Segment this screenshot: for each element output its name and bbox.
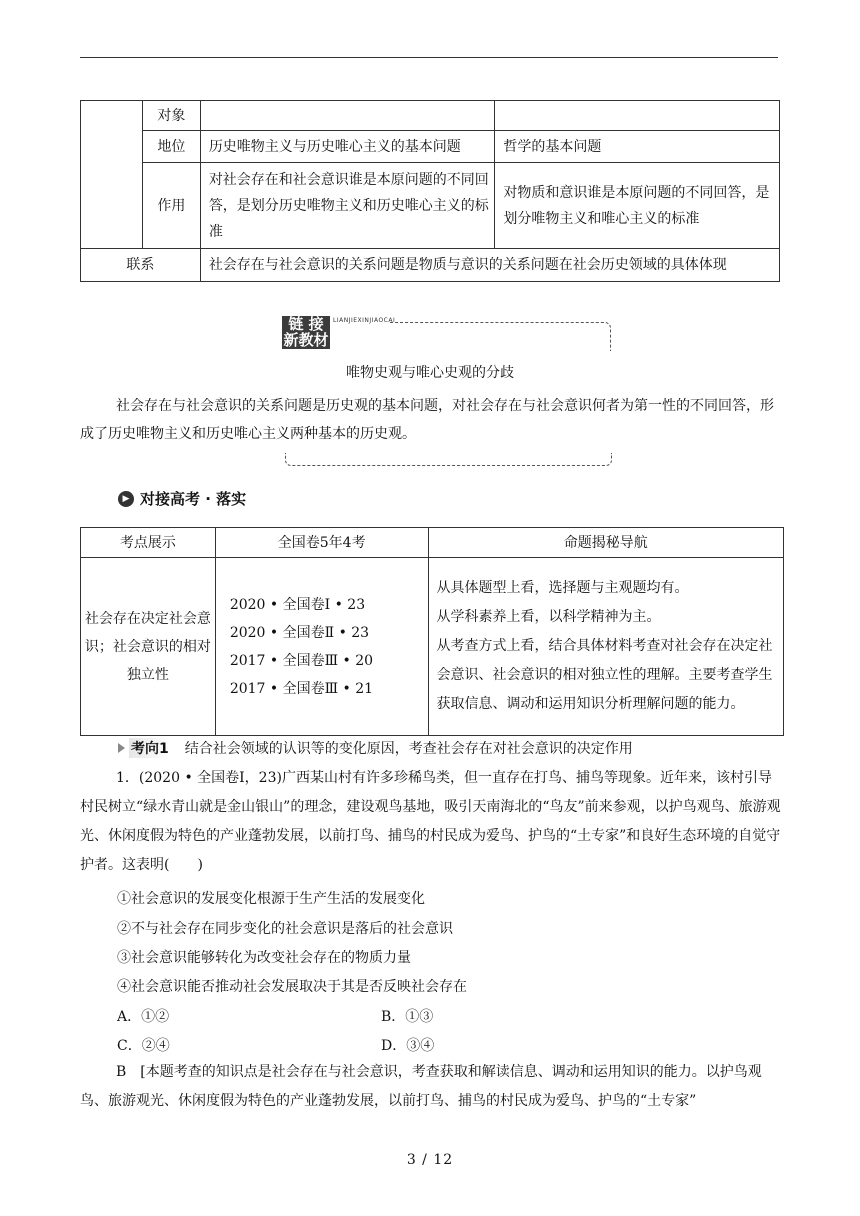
navigation-cell	[428, 558, 783, 736]
exam-table	[80, 527, 784, 736]
kaoxiang-tag: 考向1	[129, 738, 169, 758]
exam-item: 2017 • 全国卷Ⅲ • 20	[229, 652, 374, 669]
navigation-item: 从具体题型上看，选择题与主观题均有。	[436, 580, 689, 596]
dashed-frame-top	[390, 322, 611, 351]
exam-item: 2017 • 全国卷Ⅲ • 21	[229, 680, 374, 697]
header-rule	[80, 57, 778, 58]
header-exams: 全国卷5年4考	[215, 528, 428, 558]
play-icon: ▶	[118, 491, 134, 507]
section-title: 对接高考 · 落实	[140, 490, 247, 508]
row-link-label: 联系	[81, 249, 201, 282]
row-object-right	[495, 101, 780, 131]
link-body: 社会存在与社会意识的关系问题是历史观的基本问题，对社会存在与社会意识何者为第一性的不同回答，形成了历史唯物主义和历史唯心主义两种基本的历史观。	[80, 398, 774, 442]
comparison-table	[80, 100, 780, 282]
link-title: 唯物史观与唯心史观的分歧	[346, 365, 514, 381]
badge-line1: 链 接	[288, 315, 324, 333]
row-function-label: 作用	[142, 163, 200, 249]
header-navigation: 命题揭秘导航	[428, 528, 783, 558]
statement-item: ①社会意识的发展变化根源于生产生活的发展变化	[117, 891, 425, 907]
badge-line2: 新教材	[283, 331, 329, 349]
row-status-label: 地位	[142, 131, 200, 163]
kaoxiang-heading	[118, 738, 633, 758]
row-link-text: 社会存在与社会意识的关系问题是物质与意识的关系问题在社会历史领域的具体体现	[200, 249, 779, 282]
exams-cell	[215, 558, 428, 736]
badge-pinyin: LIANJIEXINJIAOCAI	[333, 317, 396, 324]
exam-item: 2020 • 全国卷Ⅱ • 23	[229, 624, 370, 641]
row-function-right: 对物质和意识谁是本原问题的不同回答，是划分唯物主义和唯心主义的标准	[495, 163, 780, 249]
row-function-left: 对社会存在和社会意识谁是本原问题的不同回答，是划分历史唯物主义和历史唯心主义的标准	[200, 163, 495, 249]
dashed-frame-bottom	[285, 453, 612, 466]
statement-item: ④社会意识能否推动社会发展取决于其是否反映社会存在	[117, 979, 467, 995]
option-c: C．②④	[117, 1038, 170, 1054]
row-status-right: 哲学的基本问题	[495, 131, 780, 163]
row-object-label: 对象	[142, 101, 200, 131]
question-stem: 1．(2020 • 全国卷Ⅰ，23)广西某山村有许多珍稀鸟类，但一直存在打鸟、捕鸟等现象。近年来，该村引导村民树立“绿水青山就是金山银山”的理念，建设观鸟基地，吸引天南海北的“鸟友”前来参观，以护鸟观鸟、旅游观光、休闲度假为特色的产业蓬勃发展，以前打鸟、捕鸟的村民成为爱鸟、护鸟的“土专家”和良好生态环境的自觉守护者。这表明( )	[80, 770, 781, 873]
statement-item: ②不与社会存在同步变化的社会意识是落后的社会意识	[117, 921, 453, 937]
answer-explanation: B [本题考查的知识点是社会存在与社会意识，考查获取和解读信息、调动和运用知识的能力。以护鸟观鸟、旅游观光、休闲度假为特色的产业蓬勃发展，以前打鸟、捕鸟的村民成为爱鸟、护鸟的“土专家”	[80, 1064, 762, 1109]
statement-item: ③社会意识能够转化为改变社会存在的物质力量	[117, 950, 411, 966]
blank-cell	[81, 101, 143, 249]
exam-item: 2020 • 全国卷Ⅰ • 23	[229, 596, 366, 613]
triangle-icon	[118, 743, 125, 753]
link-new-textbook-badge	[282, 316, 330, 349]
navigation-item: 从学科素养上看，以科学精神为主。	[436, 609, 661, 625]
kaoxiang-text: 结合社会领域的认识等的变化原因，考查社会存在对社会意识的决定作用	[184, 741, 633, 757]
section-heading	[118, 488, 246, 509]
option-d: D．③④	[381, 1038, 435, 1054]
topic-cell: 社会存在决定社会意识；社会意识的相对独立性	[81, 558, 216, 736]
option-b: B．①③	[381, 1009, 434, 1025]
option-a: A．①②	[117, 1009, 170, 1025]
row-status-left: 历史唯物主义与历史唯心主义的基本问题	[200, 131, 495, 163]
row-object-left	[200, 101, 495, 131]
page-number: 3 / 12	[406, 1152, 454, 1168]
navigation-item: 从考查方式上看，结合具体材料考查对社会存在决定社会意识、社会意识的相对独立性的理解。主要考查学生获取信息、调动和运用知识分析理解问题的能力。	[436, 638, 773, 712]
header-topic: 考点展示	[81, 528, 216, 558]
